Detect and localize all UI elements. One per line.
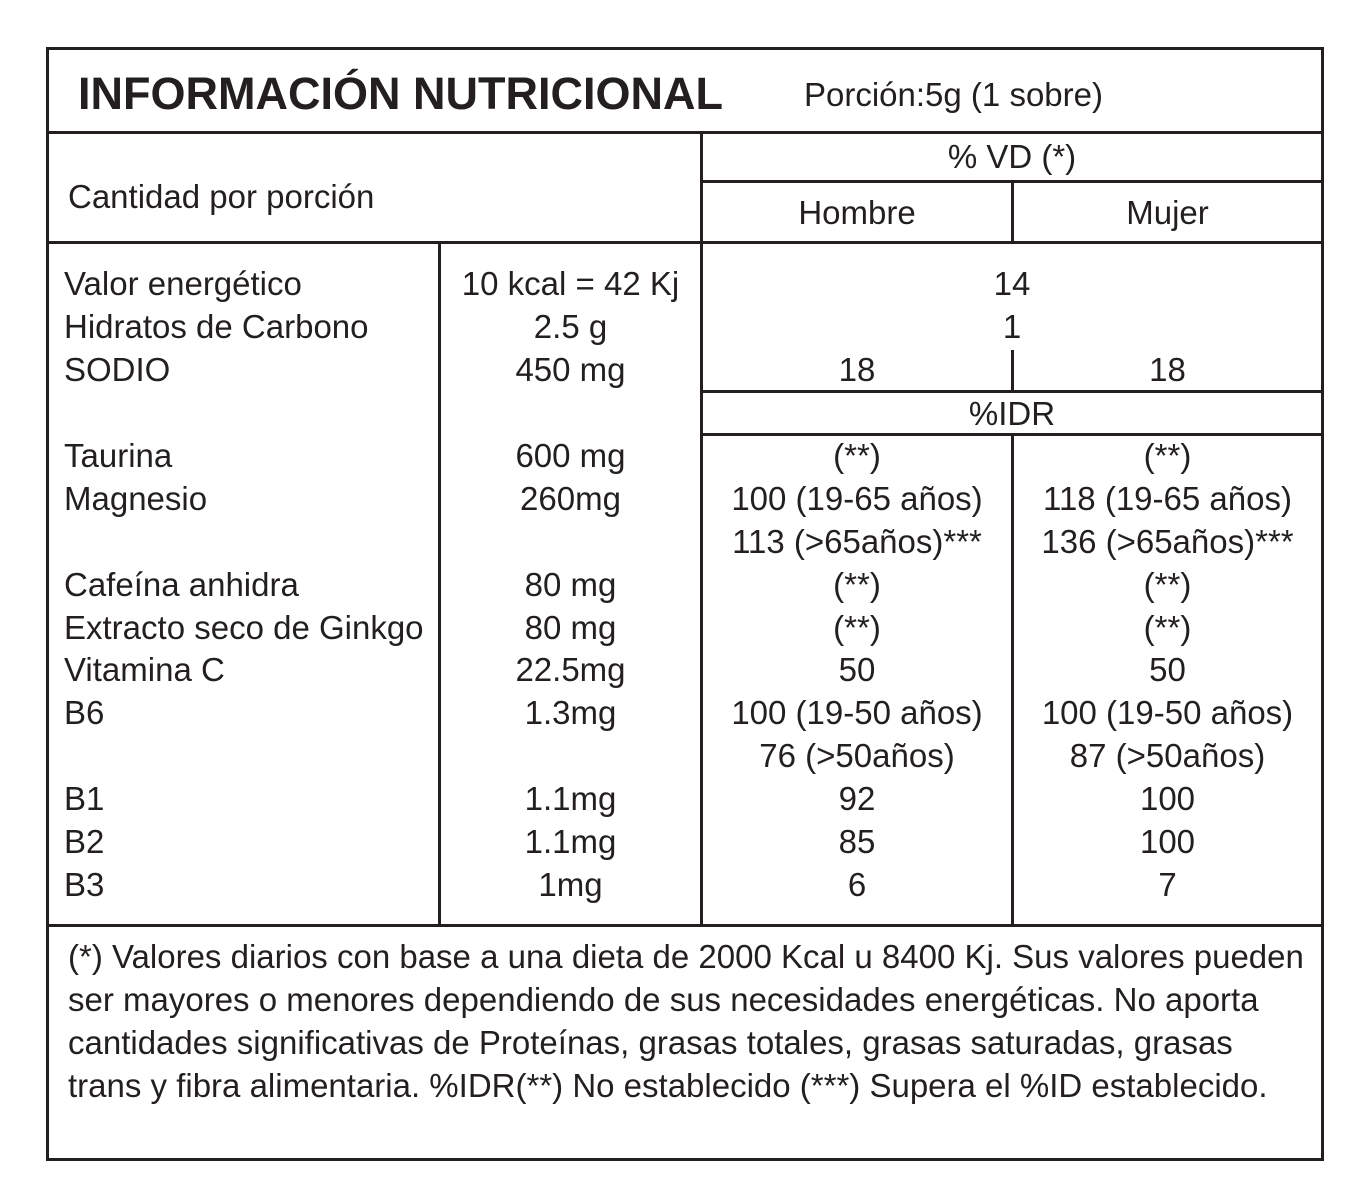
row-men-value: (**) [833, 437, 881, 474]
row-name: B3 [64, 866, 105, 903]
row-name: Valor energético [64, 265, 302, 302]
women-header: Mujer [1126, 194, 1209, 231]
row-women-value: 100 (19-50 años) [1041, 694, 1294, 731]
row-women-value: (**) [1143, 609, 1192, 646]
row-men-value: 100 (19-50 años) [731, 694, 983, 731]
row-men-value: 100 (19-65 años) [731, 480, 983, 517]
footnote: (*) Valores diarios con base a una dieta de 2000 Kcal u 8400 Kj. Sus valores pueden ser mayores o menores dependiendo de sus necesidades energéticas. No aporta cantidades significativas de Proteínas, grasas totales, grasas saturadas, grasas trans y fibra alimentaria. %IDR(**) No establecido (***) Supera el %ID establecido. [68, 938, 1304, 1104]
row-name: Vitamina C [64, 651, 225, 688]
row-men-value-secondary: 113 (>65años)*** [732, 523, 982, 560]
idr-header: %IDR [968, 395, 1056, 432]
row-name: Extracto seco de Ginkgo [64, 609, 424, 646]
men-header: Hombre [798, 194, 916, 231]
row-name: B1 [64, 780, 105, 817]
row-women-value: 118 (19-65 años) [1043, 480, 1292, 517]
rule-footnote [46, 924, 1324, 927]
row-men-value-secondary: 76 (>50años) [759, 737, 955, 774]
row-amount: 1.1mg [524, 780, 617, 817]
rule-idr-top [700, 390, 1324, 393]
row-amount: 600 mg [515, 437, 626, 474]
row-vd-combined: 1 [1002, 308, 1022, 345]
row-men-value: 50 [838, 651, 876, 688]
row-amount: 450 mg [515, 351, 626, 388]
row-men-value: (**) [833, 609, 881, 646]
row-name: SODIO [64, 351, 171, 388]
row-name: B6 [64, 694, 105, 731]
rule-header [46, 241, 1324, 244]
row-women-value: 18 [1149, 351, 1186, 388]
row-amount: 80 mg [524, 566, 617, 603]
row-men-value: 6 [847, 866, 867, 903]
frame-left [46, 47, 49, 1161]
amount-per-portion-label: Cantidad por porción [68, 178, 375, 215]
row-amount: 22.5mg [515, 651, 626, 688]
vd-header: % VD (*) [947, 138, 1077, 175]
row-men-value: 85 [838, 823, 876, 860]
row-women-value: 100 [1139, 780, 1196, 817]
row-amount: 2.5 g [533, 308, 608, 345]
row-women-value: 7 [1158, 866, 1177, 903]
row-name: B2 [64, 823, 105, 860]
row-women-value-secondary: 136 (>65años)*** [1041, 523, 1294, 560]
row-name: Cafeína anhidra [64, 566, 299, 603]
row-vd-combined: 14 [993, 265, 1031, 302]
row-women-value: 100 [1139, 823, 1196, 860]
row-amount: 260mg [520, 480, 621, 517]
row-amount: 80 mg [524, 609, 617, 646]
row-name: Taurina [64, 437, 173, 474]
row-women-value-secondary: 87 (>50años) [1069, 737, 1266, 774]
row-men-value: 92 [838, 780, 876, 817]
row-amount: 1.1mg [524, 823, 617, 860]
portion-size: Porción:5g (1 sobre) [804, 76, 1103, 113]
row-name: Hidratos de Carbono [64, 308, 369, 345]
frame-right [1321, 47, 1324, 1161]
row-men-value: 18 [838, 351, 876, 388]
row-amount: 10 kcal = 42 Kj [461, 265, 680, 302]
row-women-value: 50 [1149, 651, 1186, 688]
row-amount: 1.3mg [524, 694, 617, 731]
row-amount: 1mg [538, 866, 603, 903]
row-name: Magnesio [64, 480, 208, 517]
frame-top [46, 47, 1324, 50]
frame-bottom [46, 1158, 1324, 1161]
row-women-value: (**) [1143, 437, 1192, 474]
nutrition-panel [46, 47, 1324, 1161]
panel-title: INFORMACIÓN NUTRICIONAL [78, 68, 723, 119]
row-men-value: (**) [833, 566, 881, 603]
rule-title [46, 131, 1324, 134]
row-women-value: (**) [1143, 566, 1192, 603]
